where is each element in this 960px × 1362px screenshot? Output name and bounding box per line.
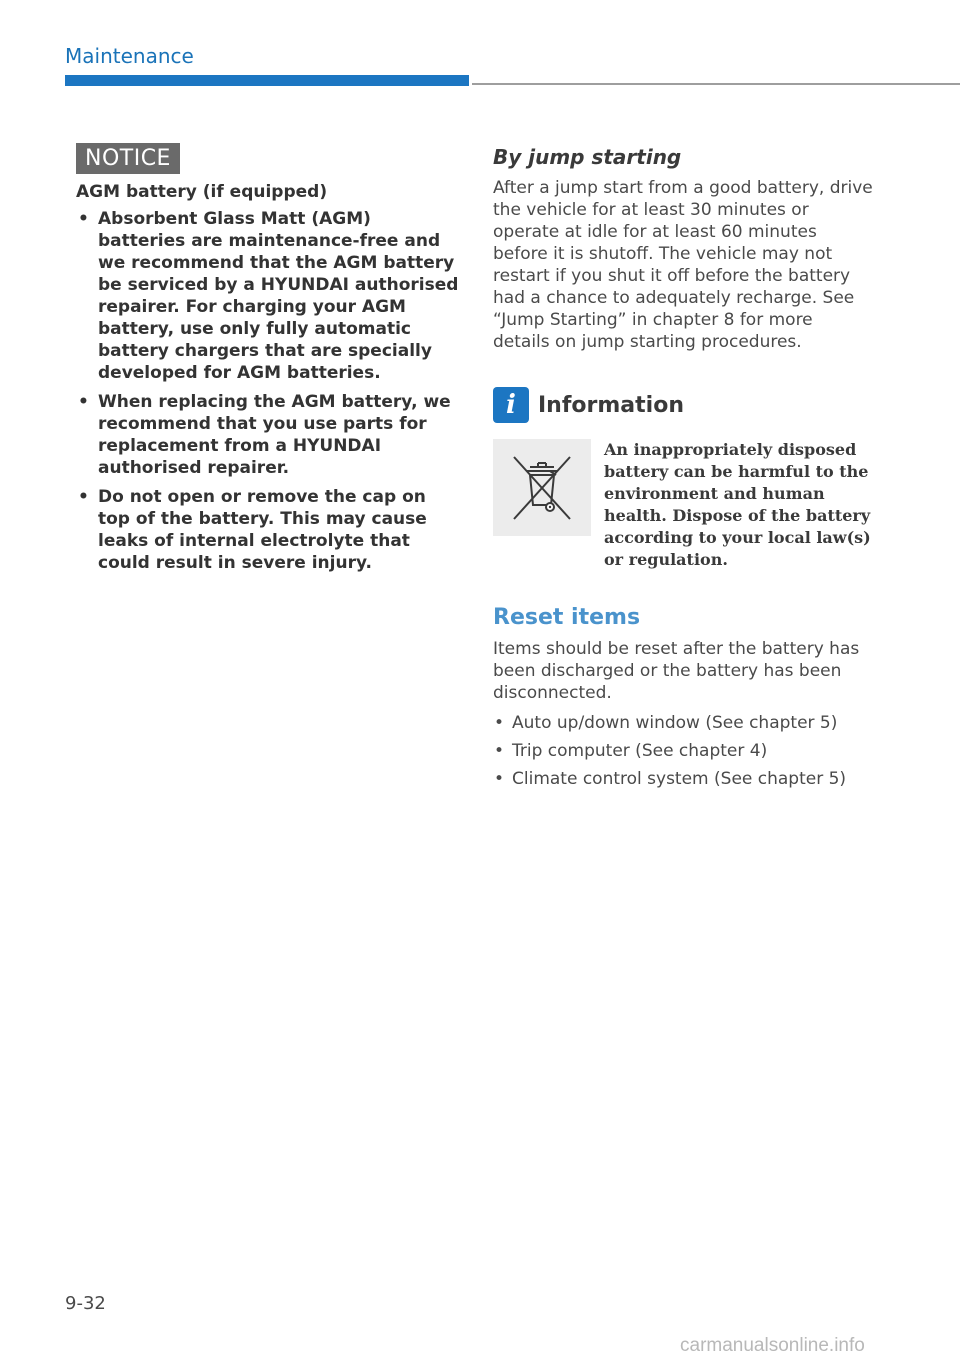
notice-label: NOTICE	[76, 143, 180, 174]
jump-start-heading: By jump starting	[493, 145, 682, 169]
header-rule-thin	[472, 83, 960, 85]
information-text: An inappropriately disposed battery can be harmful to the environment and human health. Dispose of the battery according to your local law(s) or regulation.	[604, 440, 871, 569]
information-header	[493, 387, 873, 423]
list-item: • When replacing the AGM battery, we recommend that you use parts for replacement from a HYUNDAI authorised repairer.	[76, 391, 461, 479]
information-body	[493, 439, 873, 571]
watermark: carmanualsonline.info	[680, 1335, 865, 1356]
section-title: Maintenance	[65, 44, 194, 68]
info-icon: i	[493, 387, 529, 423]
page-number: 9-32	[65, 1293, 106, 1314]
crossed-out-wheelie-bin-icon	[493, 439, 591, 536]
list-item: • Auto up/down window (See chapter 5)	[493, 712, 873, 734]
notice-list	[76, 208, 461, 574]
reset-items-list	[493, 712, 873, 790]
information-label: Information	[538, 392, 684, 418]
list-item: • Absorbent Glass Matt (AGM) batteries are maintenance-free and we recommend that the AGM battery be serviced by a HYUNDAI authorised repairer. For charging your AGM battery, use only fully automatic battery chargers that are specially developed for AGM batteries.	[76, 208, 461, 384]
left-column	[76, 143, 461, 581]
right-column	[493, 145, 873, 796]
reset-items-text: Items should be reset after the battery has been discharged or the battery has been disconnected.	[493, 639, 860, 703]
list-item: • Climate control system (See chapter 5)	[493, 768, 873, 790]
notice-heading: AGM battery (if equipped)	[76, 182, 328, 202]
header-rule-thick	[65, 75, 469, 86]
reset-items-heading: Reset items	[493, 605, 641, 630]
list-item: • Do not open or remove the cap on top of the battery. This may cause leaks of internal electrolyte that could result in severe injury.	[76, 486, 461, 574]
list-item: • Trip computer (See chapter 4)	[493, 740, 873, 762]
jump-start-text: After a jump start from a good battery, drive the vehicle for at least 30 minutes or operate at idle for at least 60 minutes before it is shutoff. The vehicle may not restart if you shut it off before the battery had a chance to adequately recharge. See “Jump Starting” in chapter 8 for more details on jump starting procedures.	[493, 178, 873, 352]
